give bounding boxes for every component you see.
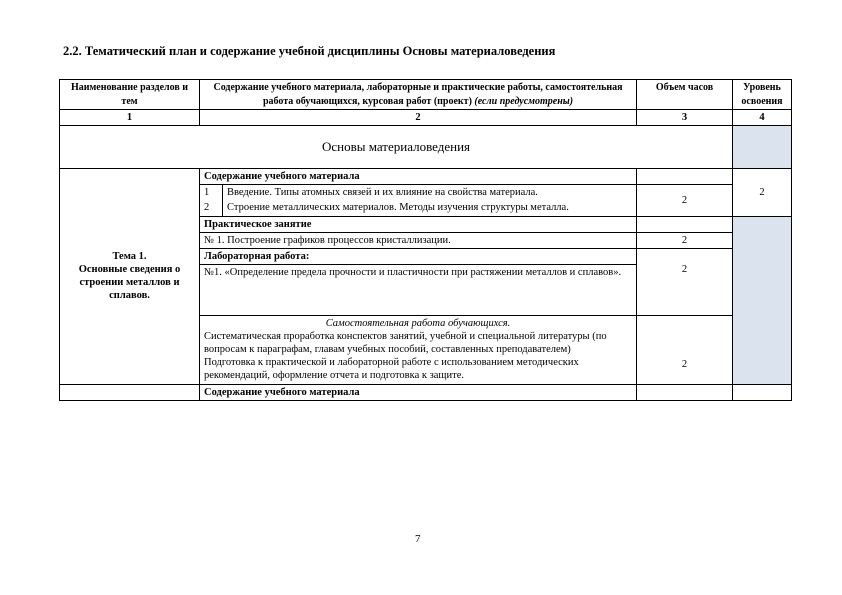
column-number: 2 [200, 110, 637, 126]
list-item [200, 200, 636, 215]
header-content-main: Содержание учебного материала, лабораторные и практические работы, самостоятельная работа обучающихся, курсовая работ (проект) [213, 82, 623, 107]
header-level: Уровень освоения [733, 80, 792, 110]
column-number: 4 [733, 110, 792, 126]
header-sections: Наименование разделов и тем [60, 80, 200, 110]
practical-hours: 2 [637, 232, 733, 248]
lab-hours: 2 [637, 248, 733, 315]
column-number: 1 [60, 110, 200, 126]
list-item [200, 185, 636, 200]
item-text: Введение. Типы атомных связей и их влияние на свойства материала. [227, 187, 538, 199]
topic1-content-level: 2 [733, 169, 792, 216]
column-number-row [60, 110, 792, 126]
self-work-hours: 2 [637, 315, 733, 384]
header-row [60, 80, 792, 110]
self-work-title: Самостоятельная работа обучающихся. [325, 317, 511, 329]
topic-1-cell [60, 169, 200, 384]
topic1-content-hours: 2 [637, 185, 733, 216]
item-number: 2 [200, 200, 223, 215]
topic1-level-shaded-cell [733, 216, 792, 384]
next-content-label: Содержание учебного материала [200, 384, 637, 400]
self-work-text-1: Систематическая проработка конспектов занятий, учебной и специальной литературы (по вопросам к параграфам, главам учебных пособий, составленных преподавателем) [204, 331, 607, 356]
header-content-italic: (если предусмотрены) [474, 95, 574, 107]
practical-label: Практическое занятие [200, 216, 637, 232]
page-number: 7 [415, 533, 421, 545]
lab-label: Лабораторная работа: [200, 248, 637, 264]
empty-hours-cell [637, 384, 733, 400]
topic-1-title: Тема 1. [112, 251, 147, 263]
section-level-cell [733, 126, 792, 169]
item-number: 1 [200, 185, 223, 200]
next-topic-cell [60, 384, 200, 400]
topic1-content-label-row [60, 169, 792, 185]
practical-item: № 1. Построение графиков процессов кристаллизации. [200, 232, 637, 248]
item-text: Строение металлических материалов. Методы изучения структуры металла. [227, 202, 569, 214]
empty-level-cell [733, 384, 792, 400]
next-content-row [60, 384, 792, 400]
self-work-cell [200, 315, 637, 384]
header-content [200, 80, 637, 110]
empty-hours-cell [637, 169, 733, 185]
lab-item: №1. «Определение предела прочности и пластичности при растяжении металлов и сплавов». [200, 264, 637, 315]
page-heading: 2.2. Тематический план и содержание учебной дисциплины Основы материаловедения [63, 44, 556, 58]
topic-1-subtitle: Основные сведения о строении металлов и сплавов. [78, 264, 181, 302]
section-title: Основы материаловедения [60, 126, 733, 169]
topic1-items-cell [200, 185, 637, 216]
self-work-text-2: Подготовка к практической и лабораторной работе с использованием методических рекомендаций, оформление отчета и подготовка к защите. [204, 357, 579, 382]
header-hours: Объем часов [637, 80, 733, 110]
empty-hours-cell [637, 216, 733, 232]
column-number: 3 [637, 110, 733, 126]
topic1-items-list [200, 185, 636, 215]
section-row [60, 126, 792, 169]
topic1-content-label: Содержание учебного материала [200, 169, 637, 185]
thematic-plan-table [59, 79, 792, 401]
